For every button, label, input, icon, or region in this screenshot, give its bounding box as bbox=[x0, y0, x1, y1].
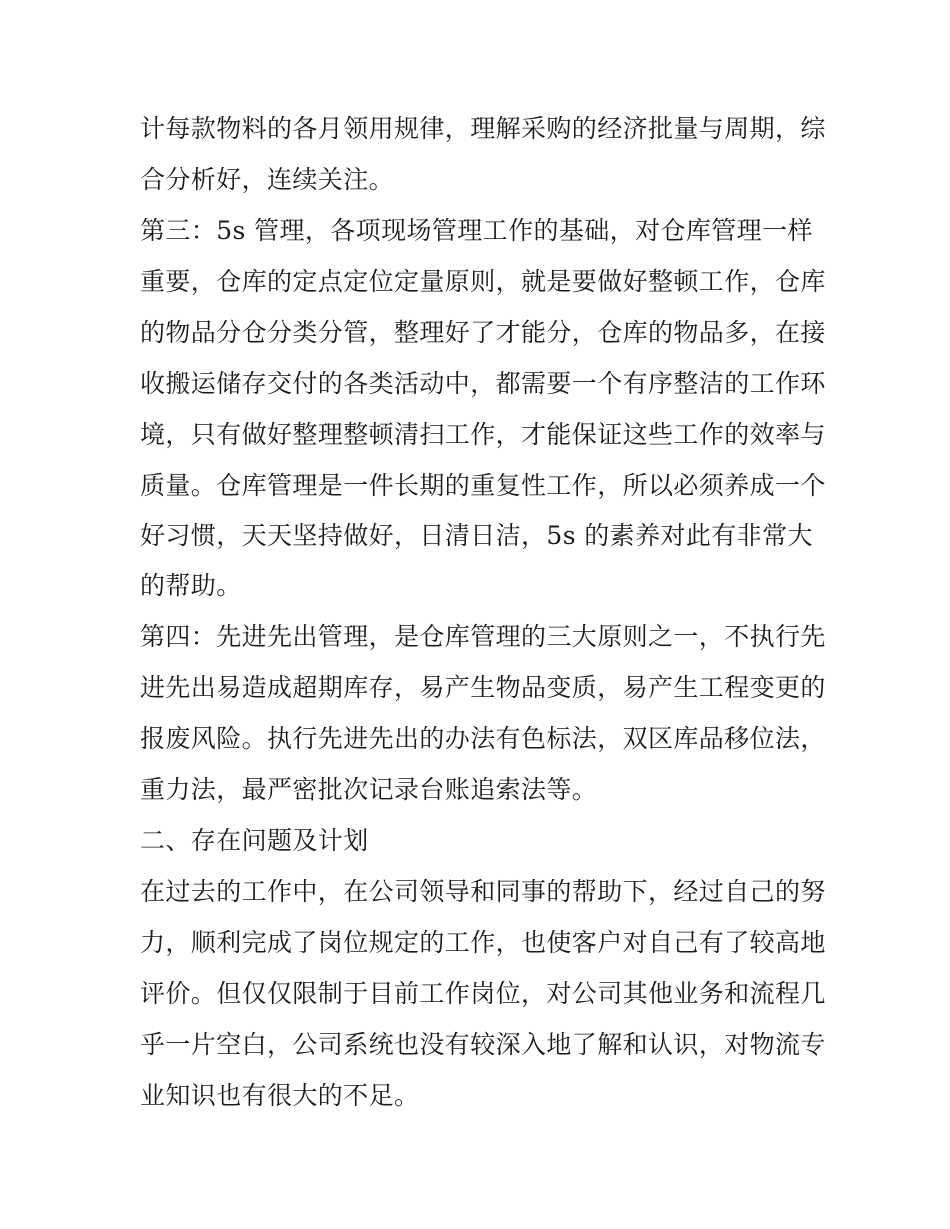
text-line: 重要，仓库的定点定位定量原则，就是要做好整顿工作，仓库 bbox=[140, 267, 826, 296]
text-line: 在过去的工作中，在公司领导和同事的帮助下，经过自己的努 bbox=[140, 877, 826, 906]
text-line: 好习惯，天天坚持做好，日清日洁，5s 的素养对此有非常大 bbox=[140, 521, 813, 550]
text-line: 报废风险。执行先进先出的办法有色标法，双区库品移位法， bbox=[140, 724, 826, 753]
text-line: 质量。仓库管理是一件长期的重复性工作，所以必须养成一个 bbox=[140, 471, 826, 500]
text-line: 力，顺利完成了岗位规定的工作，也使客户对自己有了较高地 bbox=[140, 928, 826, 957]
section-heading: 二、存在问题及计划 bbox=[140, 826, 369, 855]
text-line: 的帮助。 bbox=[140, 571, 242, 600]
text-line: 合分析好，连续关注。 bbox=[140, 165, 395, 194]
text-line: 评价。但仅仅限制于目前工作岗位，对公司其他业务和流程几 bbox=[140, 979, 826, 1008]
text-line: 第四：先进先出管理，是仓库管理的三大原则之一，不执行先 bbox=[140, 622, 826, 651]
text-line: 境，只有做好整理整顿清扫工作，才能保证这些工作的效率与 bbox=[140, 420, 826, 449]
text-line: 的物品分仓分类分管，整理好了才能分，仓库的物品多，在接 bbox=[140, 318, 826, 347]
text-line: 收搬运储存交付的各类活动中，都需要一个有序整洁的工作环 bbox=[140, 369, 826, 398]
text-line: 计每款物料的各月领用规律，理解采购的经济批量与周期，综 bbox=[140, 114, 826, 143]
text-line: 进先出易造成超期库存，易产生物品变质，易产生工程变更的 bbox=[140, 673, 826, 702]
text-line: 重力法，最严密批次记录台账追索法等。 bbox=[140, 775, 598, 804]
text-line: 第三：5s 管理，各项现场管理工作的基础，对仓库管理一样 bbox=[140, 216, 813, 245]
text-line: 乎一片空白，公司系统也没有较深入地了解和认识，对物流专 bbox=[140, 1030, 826, 1059]
text-line: 业知识也有很大的不足。 bbox=[140, 1081, 420, 1110]
